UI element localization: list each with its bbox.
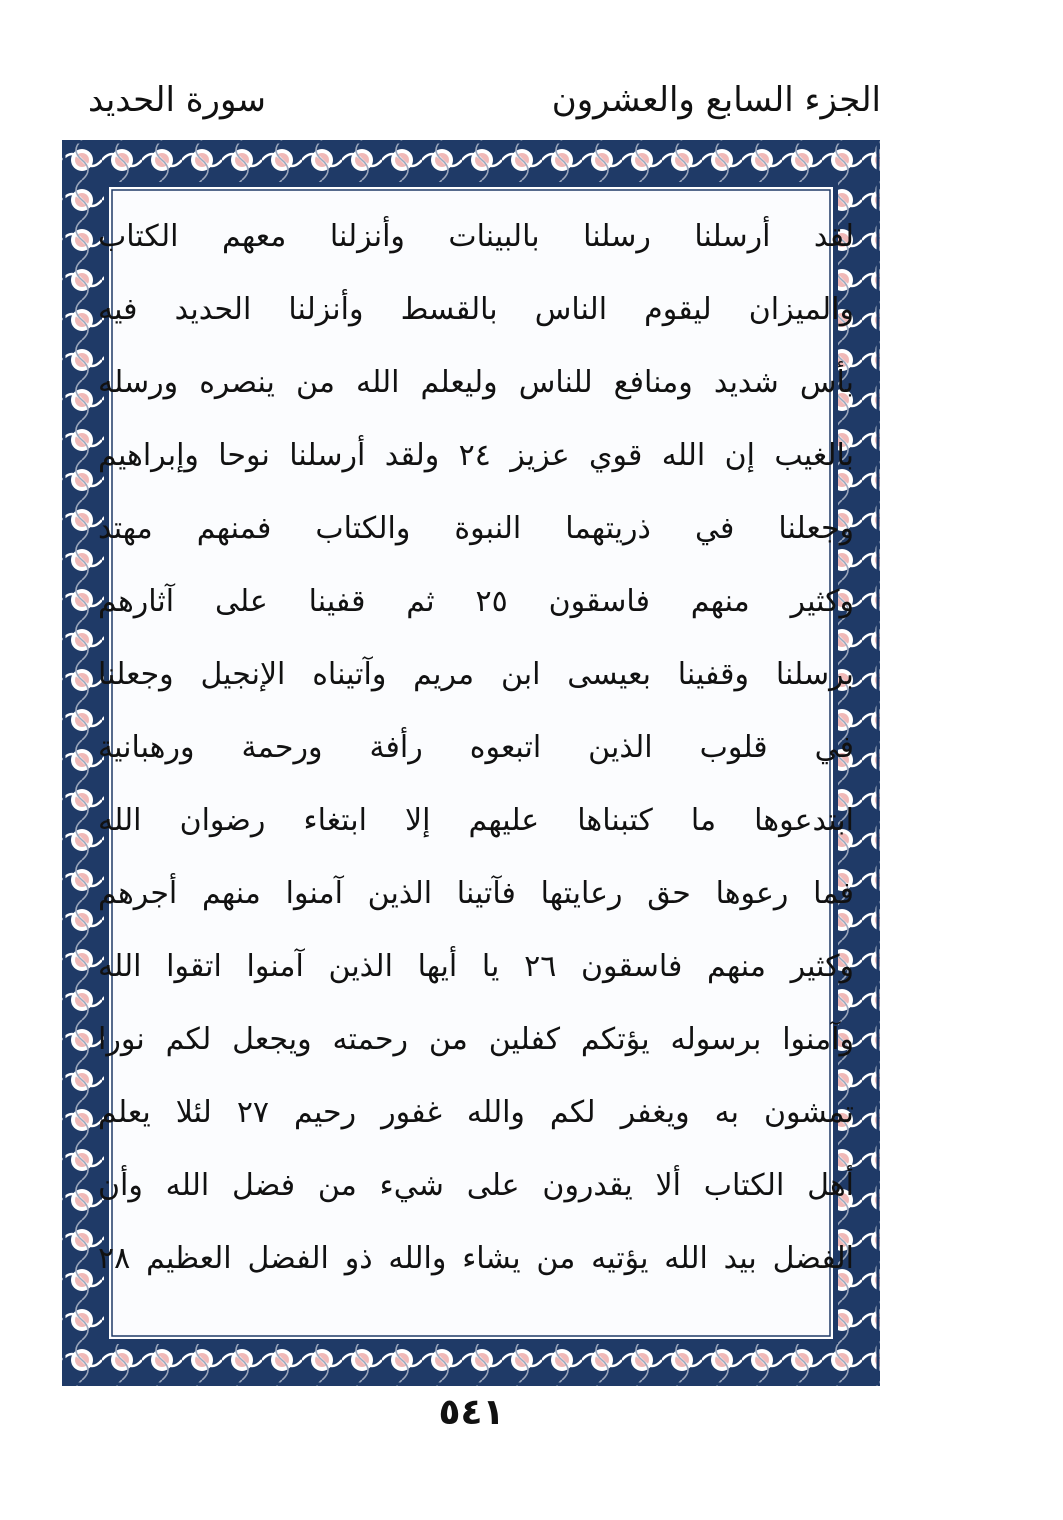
juz-header: الجزء السابع والعشرون — [551, 80, 881, 120]
text-line: برسلنا وقفينا بعيسى ابن مريم وآتيناه الإنجيل وجعلنا — [98, 657, 854, 692]
text-line: الفضل بيد الله يؤتيه من يشاء والله ذو الفضل العظيم ٢٨ — [98, 1241, 854, 1276]
surah-header: سورة الحديد — [88, 80, 267, 120]
quran-text-block — [96, 200, 856, 1320]
text-line: ابتدعوها ما كتبناها عليهم إلا ابتغاء رضوان الله — [98, 803, 854, 838]
text-line: وكثير منهم فاسقون ٢٦ يا أيها الذين آمنوا اتقوا الله — [98, 949, 854, 984]
text-line: تمشون به ويغفر لكم والله غفور رحيم ٢٧ لئلا يعلم — [98, 1095, 855, 1130]
text-line: وكثير منهم فاسقون ٢٥ ثم قفينا على آثارهم — [98, 584, 854, 619]
text-line: والميزان ليقوم الناس بالقسط وأنزلنا الحديد فيه — [98, 292, 854, 327]
text-line: لقد أرسلنا رسلنا بالبينات وأنزلنا معهم الكتاب — [98, 219, 854, 254]
text-line: وجعلنا في ذريتهما النبوة والكتاب فمنهم مهتد — [98, 511, 854, 546]
text-line: بأس شديد ومنافع للناس وليعلم الله من ينصره ورسله — [98, 365, 854, 400]
text-line: أهل الكتاب ألا يقدرون على شيء من فضل الله وأن — [98, 1168, 854, 1203]
text-line: في قلوب الذين اتبعوه رأفة ورحمة ورهبانية — [98, 730, 854, 765]
text-line: فما رعوها حق رعايتها فآتينا الذين آمنوا منهم أجرهم — [98, 876, 854, 911]
page-number: ٥٤١ — [438, 1392, 505, 1433]
text-line: وآمنوا برسوله يؤتكم كفلين من رحمته ويجعل لكم نورا — [98, 1022, 854, 1057]
text-line: بالغيب إن الله قوي عزيز ٢٤ ولقد أرسلنا نوحا وإبراهيم — [98, 438, 855, 473]
